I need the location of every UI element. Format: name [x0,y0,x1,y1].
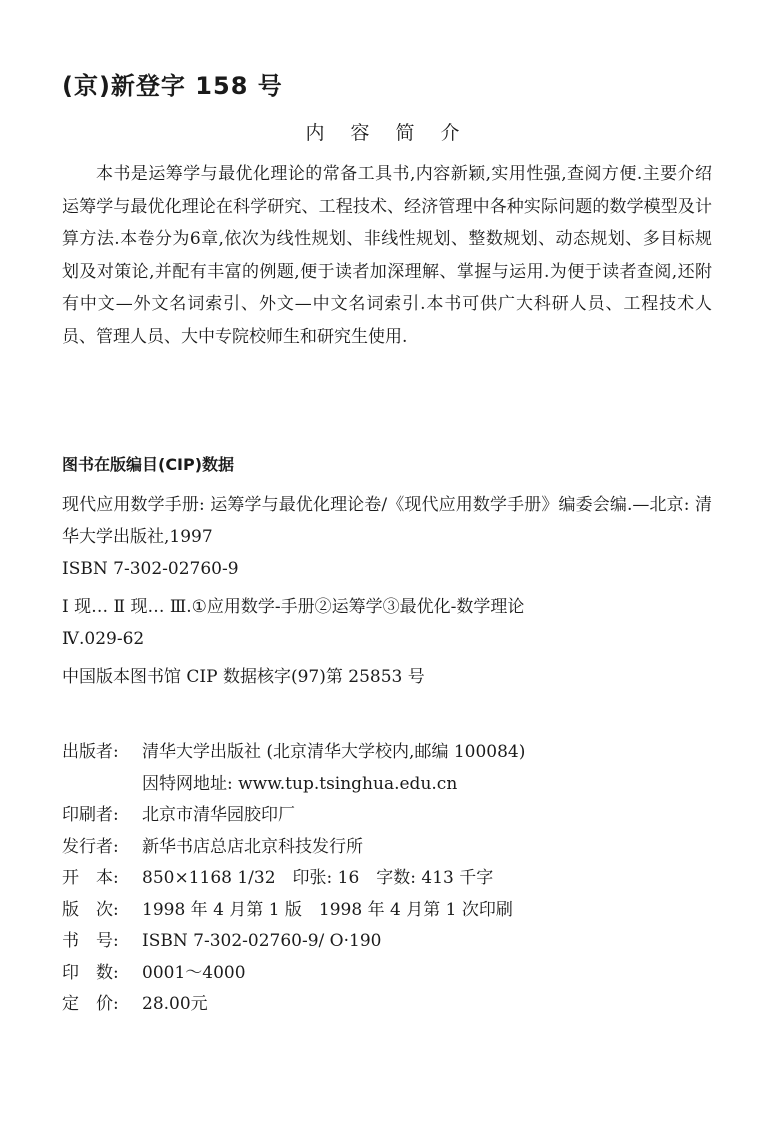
print-run-value: 0001～4000 [142,962,246,983]
imprint-format-row [62,863,722,895]
intro-title: 内 容 简 介 [305,122,470,144]
imprint-printer-row [62,800,722,832]
print-run-label: 印 数: [62,962,119,983]
imprint-price-row [62,989,722,1021]
imprint-edition-row [62,895,722,927]
cip-entry: 现代应用数学手册: 运筹学与最优化理论卷/《现代应用数学手册》编委会编.—北京: 清华大学出版社,1997 [62,495,712,547]
cip-record [62,489,712,693]
distributor-label: 发行者: [62,836,119,857]
publishing-license-mark: (京)新登字 158 号 [62,72,283,100]
imprint-website-row [62,769,722,801]
imprint-print-run-row [62,958,722,990]
imprint-book-number-row [62,926,722,958]
edition-value: 1998 年 4 月第 1 版 1998 年 4 月第 1 次印刷 [142,899,513,920]
cip-heading: 图书在版编目(CIP)数据 [62,455,235,474]
publisher-value: 清华大学出版社 (北京清华大学校内,邮编 100084) [142,742,526,762]
cip-isbn: ISBN 7-302-02760-9 [62,559,239,579]
edition-label: 版 次: [62,899,119,920]
cip-classification-line: Ⅰ 现… Ⅱ 现… Ⅲ.①应用数学-手册②运筹学③最优化-数学理论 [62,597,525,617]
imprint-distributor-row [62,832,722,864]
intro-body: 本书是运筹学与最优化理论的常备工具书,内容新颖,实用性强,查阅方便.主要介绍运筹学与最优化理论在科学研究、工程技术、经济管理中各种实际问题的数学模型及计算方法.本卷分为6章,依次为线性规划、非线性规划、整数规划、动态规划、多目标规划及对策论,并配有丰富的例题,便于读者加深理解、掌握与运用.为便于读者查阅,还附有中文—外文名词索引、外文—中文名词索引.本书可供广大科研人员、工程技术人员、管理人员、大中专院校师生和研究生使用. [62,164,712,347]
format-value: 850×1168 1/32 印张: 16 字数: 413 千字 [142,868,494,888]
price-value: 28.00元 [142,994,208,1014]
publisher-label: 出版者: [62,742,119,762]
book-number-value: ISBN 7-302-02760-9/ O·190 [142,931,382,951]
book-number-label: 书 号: [62,931,119,951]
imprint-publisher-row [62,737,722,769]
cip-data-number: 中国版本图书馆 CIP 数据核字(97)第 25853 号 [62,667,425,687]
cip-classification-number: Ⅳ.029-62 [62,629,145,649]
imprint-block [62,737,722,1021]
printer-label: 印刷者: [62,805,119,825]
format-label: 开 本: [62,868,119,888]
website-value: 因特网地址: www.tup.tsinghua.edu.cn [142,773,458,794]
distributor-value: 新华书店总店北京科技发行所 [142,836,363,857]
printer-value: 北京市清华园胶印厂 [142,805,295,825]
price-label: 定 价: [62,994,119,1014]
